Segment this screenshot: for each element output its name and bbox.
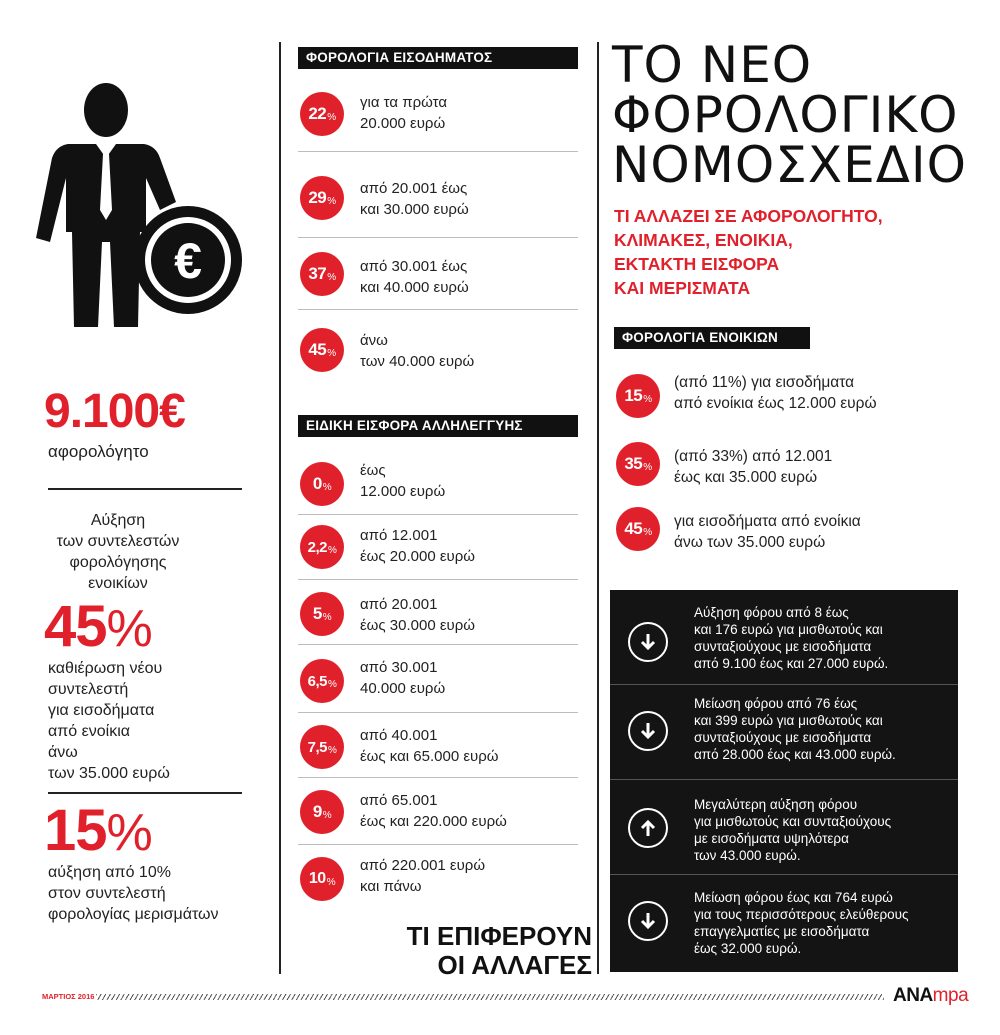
- dividend-rate-stat: 15%: [44, 798, 152, 863]
- rate-text: από 65.001 έως και 220.000 ευρώ: [360, 792, 507, 830]
- rate-badge: 45 %: [300, 328, 344, 372]
- divider: [48, 792, 242, 794]
- rent-rate-stat: 45%: [44, 594, 152, 659]
- arrow-down-icon: [628, 901, 668, 941]
- stat-line: από ενοίκια: [48, 723, 131, 740]
- income-tax-header: ΦΟΡΟΛΟΓΙΑ ΕΙΣΟΔΗΜΑΤΟΣ: [298, 47, 578, 69]
- intro-line: των συντελεστών: [56, 533, 180, 550]
- rent-tax-row: [612, 507, 972, 559]
- effect-item: [610, 685, 958, 779]
- divider: [48, 488, 242, 490]
- rate-text: (από 33%) από 12.001 έως και 35.000 ευρώ: [674, 448, 833, 486]
- effect-text: Μείωση φόρου από 76 έως και 399 ευρώ για μισθωτούς και συνταξιούχους με εισοδήματα από 28.000 έως και 43.000 ευρώ.: [694, 696, 896, 762]
- rate-badge: 10 %: [300, 857, 344, 901]
- rate-text: από 30.001 έως και 40.000 ευρώ: [360, 258, 469, 296]
- stat-line: των 35.000 ευρώ: [48, 765, 170, 782]
- effects-title: ΤΙ ΕΠΙΦΕΡΟΥΝ ΟΙ ΑΛΛΑΓΕΣ: [406, 921, 592, 980]
- rate-text: από 40.001 έως και 65.000 ευρώ: [360, 727, 499, 765]
- effect-item: [610, 780, 958, 874]
- footer-date: ΜΑΡΤΙΟΣ 2016: [42, 992, 95, 1001]
- rate-badge: 9 %: [300, 790, 344, 834]
- page-subtitle: ΤΙ ΑΛΛΑΖΕΙ ΣΕ ΑΦΟΡΟΛΟΓΗΤΟ, ΚΛΙΜΑΚΕΣ, ΕΝΟΙΚΙΑ, ΕΚΤΑΚΤΗ ΕΙΣΦΟΡΑ ΚΑΙ ΜΕΡΙΣΜΑΤΑ: [614, 206, 883, 298]
- income-tax-row: [298, 152, 578, 238]
- rate-text: έως 12.000 ευρώ: [360, 462, 446, 500]
- rent-tax-row: [612, 440, 972, 492]
- solidarity-row: [298, 778, 578, 845]
- rate-badge: 2,2 %: [300, 525, 344, 569]
- rent-increase-intro: [48, 510, 188, 594]
- solidarity-row: [298, 645, 578, 713]
- rate-badge: 22 %: [300, 92, 344, 136]
- stat-line: για εισοδήματα: [48, 702, 155, 719]
- rent-tax-row: [612, 370, 972, 422]
- solidarity-row: [298, 580, 578, 645]
- rate-badge: 37 %: [300, 252, 344, 296]
- stat-line: συντελεστή: [48, 681, 129, 698]
- rate-badge: 45 %: [616, 507, 660, 551]
- rent-rate-text: [48, 658, 170, 784]
- arrow-up-icon: [628, 808, 668, 848]
- stat-line: φορολογίας μερισμάτων: [48, 906, 219, 923]
- rate-text: για εισοδήματα από ενοίκια άνω των 35.000 ευρώ: [674, 513, 861, 551]
- businessman-with-euro-icon: [28, 82, 243, 327]
- rate-text: (από 11%) για εισοδήματα από ενοίκια έως 12.000 ευρώ: [674, 374, 877, 412]
- rate-badge: 6,5 %: [300, 659, 344, 703]
- intro-line: Αύξηση: [90, 512, 146, 529]
- rate-badge: 35 %: [616, 442, 660, 486]
- income-tax-row: [298, 310, 578, 386]
- effect-item: [610, 600, 958, 684]
- effects-panel: [610, 590, 958, 972]
- page-title: ΤΟ ΝΕΟ ΦΟΡΟΛΟΓΙΚΟ ΝΟΜΟΣΧΕΔΙΟ: [612, 36, 967, 194]
- stat-line: καθιέρωση νέου: [48, 660, 163, 677]
- income-tax-row: [298, 80, 578, 152]
- rate-badge: 0 %: [300, 462, 344, 506]
- effect-text: Μείωση φόρου έως και 764 ευρώ για τους περισσότερους ελεύθερους επαγγελματίες με εισοδήματα έως 32.000 ευρώ.: [694, 890, 909, 956]
- ana-mpa-logo: ANAmpa: [893, 985, 969, 1006]
- rate-text: από 20.001 έως και 30.000 ευρώ: [360, 180, 469, 218]
- solidarity-row: [298, 448, 578, 515]
- solidarity-row: [298, 515, 578, 580]
- column-divider: [597, 42, 599, 974]
- arrow-down-icon: [628, 711, 668, 751]
- rate-badge: 7,5 %: [300, 725, 344, 769]
- tax-free-amount: 9.100€: [44, 385, 185, 438]
- stat-line: αύξηση από 10%: [48, 864, 171, 881]
- stat-line: άνω: [48, 744, 78, 761]
- rate-badge: 5 %: [300, 592, 344, 636]
- rate-badge: 29 %: [300, 176, 344, 220]
- rate-badge: 15 %: [616, 374, 660, 418]
- rate-text: από 220.001 ευρώ και πάνω: [360, 857, 486, 895]
- solidarity-row: [298, 713, 578, 778]
- rate-text: άνω των 40.000 ευρώ: [360, 332, 475, 370]
- rate-text: από 12.001 έως 20.000 ευρώ: [360, 527, 475, 565]
- solidarity-header: ΕΙΔΙΚΗ ΕΙΣΦΟΡΑ ΑΛΛΗΛΕΓΓΥΗΣ: [298, 415, 578, 437]
- column-divider: [279, 42, 281, 974]
- effect-item: [610, 875, 958, 972]
- income-tax-row: [298, 238, 578, 310]
- solidarity-row: [298, 845, 578, 910]
- effect-text: Μεγαλύτερη αύξηση φόρου για μισθωτούς και συνταξιούχους με εισοδήματα υψηλότερα των 43.000 ευρώ.: [694, 797, 892, 863]
- rate-text: από 20.001 έως 30.000 ευρώ: [360, 596, 475, 634]
- rent-tax-header: ΦΟΡΟΛΟΓΙΑ ΕΝΟΙΚΙΩΝ: [614, 327, 810, 349]
- rate-text: για τα πρώτα 20.000 ευρώ: [360, 94, 447, 132]
- dividend-rate-text: [48, 862, 219, 925]
- tax-free-label: αφορολόγητο: [48, 442, 149, 461]
- svg-text:€: €: [174, 233, 202, 289]
- arrow-down-icon: [628, 622, 668, 662]
- footer-hatch-line: [96, 994, 884, 1000]
- intro-line: φορολόγησης ενοικίων: [69, 554, 167, 592]
- stat-line: στον συντελεστή: [48, 885, 166, 902]
- rate-text: από 30.001 40.000 ευρώ: [360, 659, 446, 697]
- effect-text: Αύξηση φόρου από 8 έως και 176 ευρώ για μισθωτούς και συνταξιούχους με εισοδήματα από 9.100 έως και 27.000 ευρώ.: [694, 605, 889, 671]
